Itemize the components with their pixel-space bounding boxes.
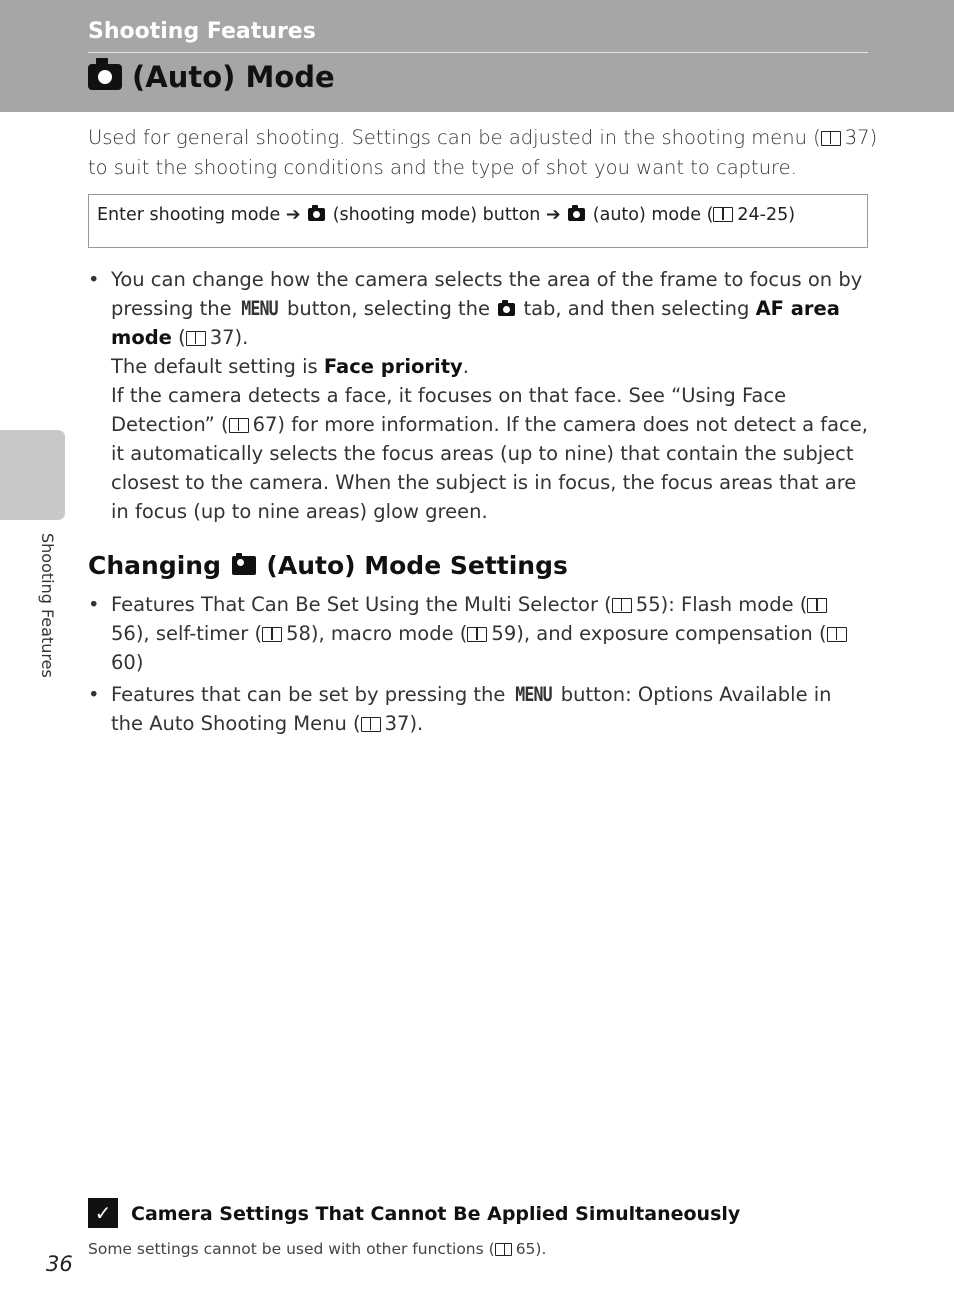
- heading-text: (Auto) Mode Settings: [266, 551, 568, 580]
- book-icon: [229, 418, 249, 433]
- bullet-text: tab, and then selecting: [523, 297, 750, 320]
- bullet-text: 55): Flash mode (: [635, 593, 808, 616]
- camera-icon: [232, 556, 256, 575]
- intro-text: Used for general shooting. Settings can be adjusted in the shooting menu (: [88, 126, 821, 149]
- book-icon: [827, 627, 847, 642]
- bullet-text: If the camera detects a face, it focuses on that face. See “Using Face Detection” (: [111, 384, 787, 436]
- menu-button-glyph: MENU: [514, 683, 552, 706]
- focus-bullet-list: [88, 265, 868, 526]
- bullet-text: (: [178, 326, 186, 349]
- heading-text: Changing: [88, 551, 221, 580]
- face-priority-term: Face priority: [323, 355, 463, 378]
- arrow-icon: ➔: [285, 205, 301, 225]
- book-icon: [361, 717, 381, 732]
- camera-icon: [568, 208, 585, 221]
- procedure-step: Enter shooting mode: [97, 205, 281, 225]
- af-area-mode-term: AF area mode: [111, 297, 840, 349]
- bullet-text: 59), and exposure compensation (: [491, 622, 827, 645]
- bullet-text: Features That Can Be Set Using the Multi Selector (: [111, 593, 612, 616]
- section-heading: [88, 551, 568, 580]
- page-title-text: (Auto) Mode: [132, 60, 335, 94]
- camera-icon: [498, 303, 515, 316]
- book-icon: [186, 331, 206, 346]
- menu-button-glyph: MENU: [241, 297, 278, 320]
- checkmark-icon: ✓: [88, 1198, 118, 1228]
- bullet-text: button: Options Available in the Auto Shooting Menu (: [111, 683, 832, 735]
- note-ref: 65).: [515, 1240, 547, 1258]
- book-icon: [612, 598, 632, 613]
- bullet-text: .: [462, 355, 469, 378]
- bullet-text: button, selecting the: [287, 297, 491, 320]
- procedure-step: (shooting mode) button: [332, 205, 541, 225]
- bullet-text: The default setting is: [111, 355, 318, 378]
- list-item: [88, 590, 868, 677]
- side-tab: [0, 430, 65, 520]
- bullet-text: 58), macro mode (: [286, 622, 468, 645]
- intro-text-2: to suit the shooting conditions and the type of shot you want to capture.: [88, 156, 797, 179]
- settings-bullet-list: [88, 590, 868, 741]
- note-text: [88, 1240, 546, 1258]
- intro-ref: 37): [844, 126, 878, 149]
- book-icon: [495, 1243, 512, 1256]
- book-icon: [262, 627, 282, 642]
- procedure-box: [88, 194, 868, 248]
- bullet-text: 37).: [384, 712, 424, 735]
- camera-icon: [308, 208, 325, 221]
- note-title: Camera Settings That Cannot Be Applied Simultaneously: [131, 1203, 741, 1225]
- page-number: 36: [46, 1252, 73, 1276]
- book-icon: [713, 207, 733, 222]
- bullet-text: 67) for more information. If the camera does not detect a face, it automatically selects the focus areas (up to nine) that contain the subject closest to the camera. When the subject is in focus, the focus areas that are in focus (up to nine areas) glow green.: [111, 413, 868, 523]
- section-title: Shooting Features: [88, 19, 316, 44]
- book-icon: [807, 598, 827, 613]
- procedure-step: (auto) mode (: [592, 205, 714, 225]
- bullet-ref: 37).: [209, 326, 249, 349]
- book-icon: [821, 131, 841, 146]
- book-icon: [467, 627, 487, 642]
- bullet-text: 60): [111, 651, 144, 674]
- note-body: Some settings cannot be used with other functions (: [88, 1240, 495, 1258]
- list-item: [88, 680, 868, 738]
- arrow-icon: ➔: [545, 205, 561, 225]
- bullet-text: Features that can be set by pressing the: [111, 683, 506, 706]
- procedure-ref: 24-25): [737, 205, 796, 225]
- bullet-text: You can change how the camera selects the area of the frame to focus on by pressing the: [111, 268, 863, 320]
- side-tab-label: Shooting Features: [38, 533, 57, 678]
- list-item: [88, 265, 868, 526]
- bullet-text: 56), self-timer (: [111, 622, 263, 645]
- camera-icon: [88, 64, 122, 90]
- intro-paragraph: [88, 123, 878, 183]
- page-title: [88, 60, 335, 94]
- page-header: [0, 0, 954, 112]
- header-rule: [88, 52, 868, 53]
